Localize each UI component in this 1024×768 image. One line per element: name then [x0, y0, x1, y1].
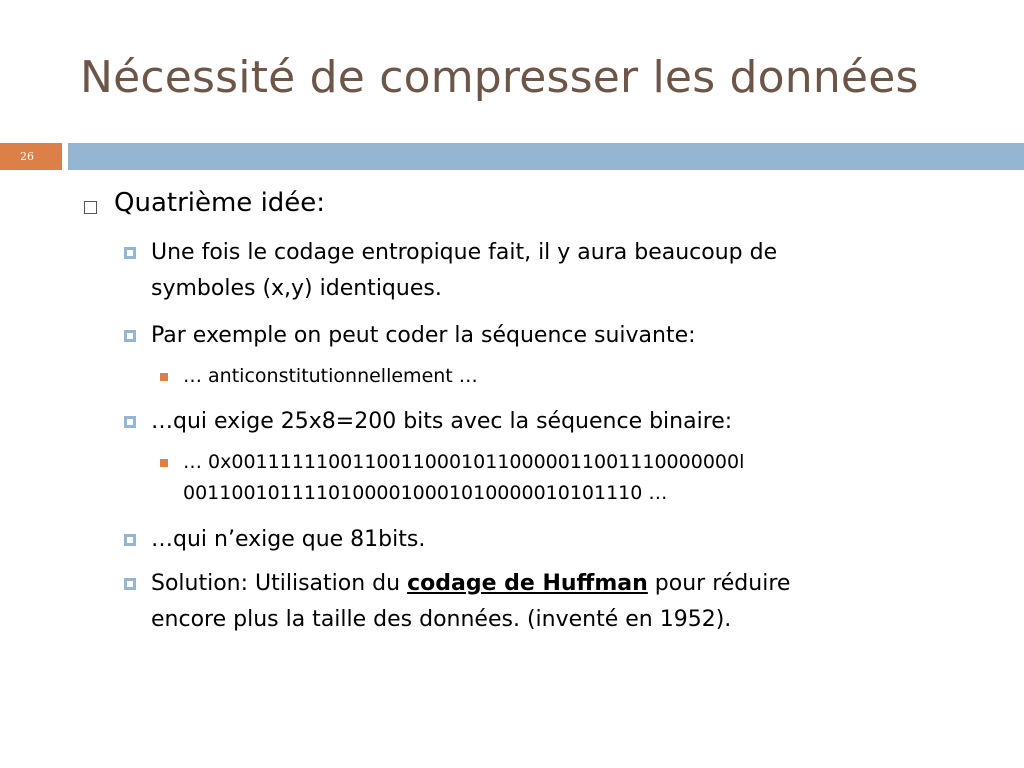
bullet-p1-line2: symboles (x,y) identiques. — [151, 276, 442, 301]
bullet-p5-line2: encore plus la taille des données. (inventé en 1952). — [151, 607, 732, 632]
square-bullet-icon — [124, 247, 136, 259]
bullet-p4: …qui n’exige que 81bits. — [151, 527, 426, 552]
bullet-p3-sub-line1: … 0x001111110011001100010110000011001110000000l — [183, 451, 745, 473]
bullet-p1-line1: Une fois le codage entropique fait, il y aura beaucoup de — [151, 240, 778, 265]
bullet-p2-sub: … anticonstitutionnellement … — [183, 365, 478, 387]
square-bullet-icon — [124, 578, 136, 590]
bullet-p5-text-after: pour réduire — [647, 571, 791, 596]
slide-number-badge: 26 — [0, 143, 62, 170]
small-square-bullet-icon — [160, 373, 168, 381]
bullet-p5-line1 — [151, 566, 790, 602]
bullet-p3-sub-line2: 00110010111101000010001010000010101110 … — [183, 482, 668, 504]
slide-title: Nécessité de compresser les données — [80, 52, 919, 103]
huffman-coding-link[interactable]: codage de Huffman — [407, 571, 648, 596]
bullet-p2: Par exemple on peut coder la séquence suivante: — [151, 323, 696, 348]
bullet-p3: …qui exige 25x8=200 bits avec la séquence binaire: — [151, 409, 733, 434]
square-bullet-icon — [124, 534, 136, 546]
small-square-bullet-icon — [160, 459, 168, 467]
title-divider-bar — [68, 143, 1024, 170]
square-bullet-icon — [124, 416, 136, 428]
hollow-square-bullet-icon — [84, 201, 97, 214]
bullet-p5-text-before: Solution: Utilisation du — [151, 571, 408, 596]
bullet-main: Quatrième idée: — [114, 188, 326, 218]
square-bullet-icon — [124, 330, 136, 342]
